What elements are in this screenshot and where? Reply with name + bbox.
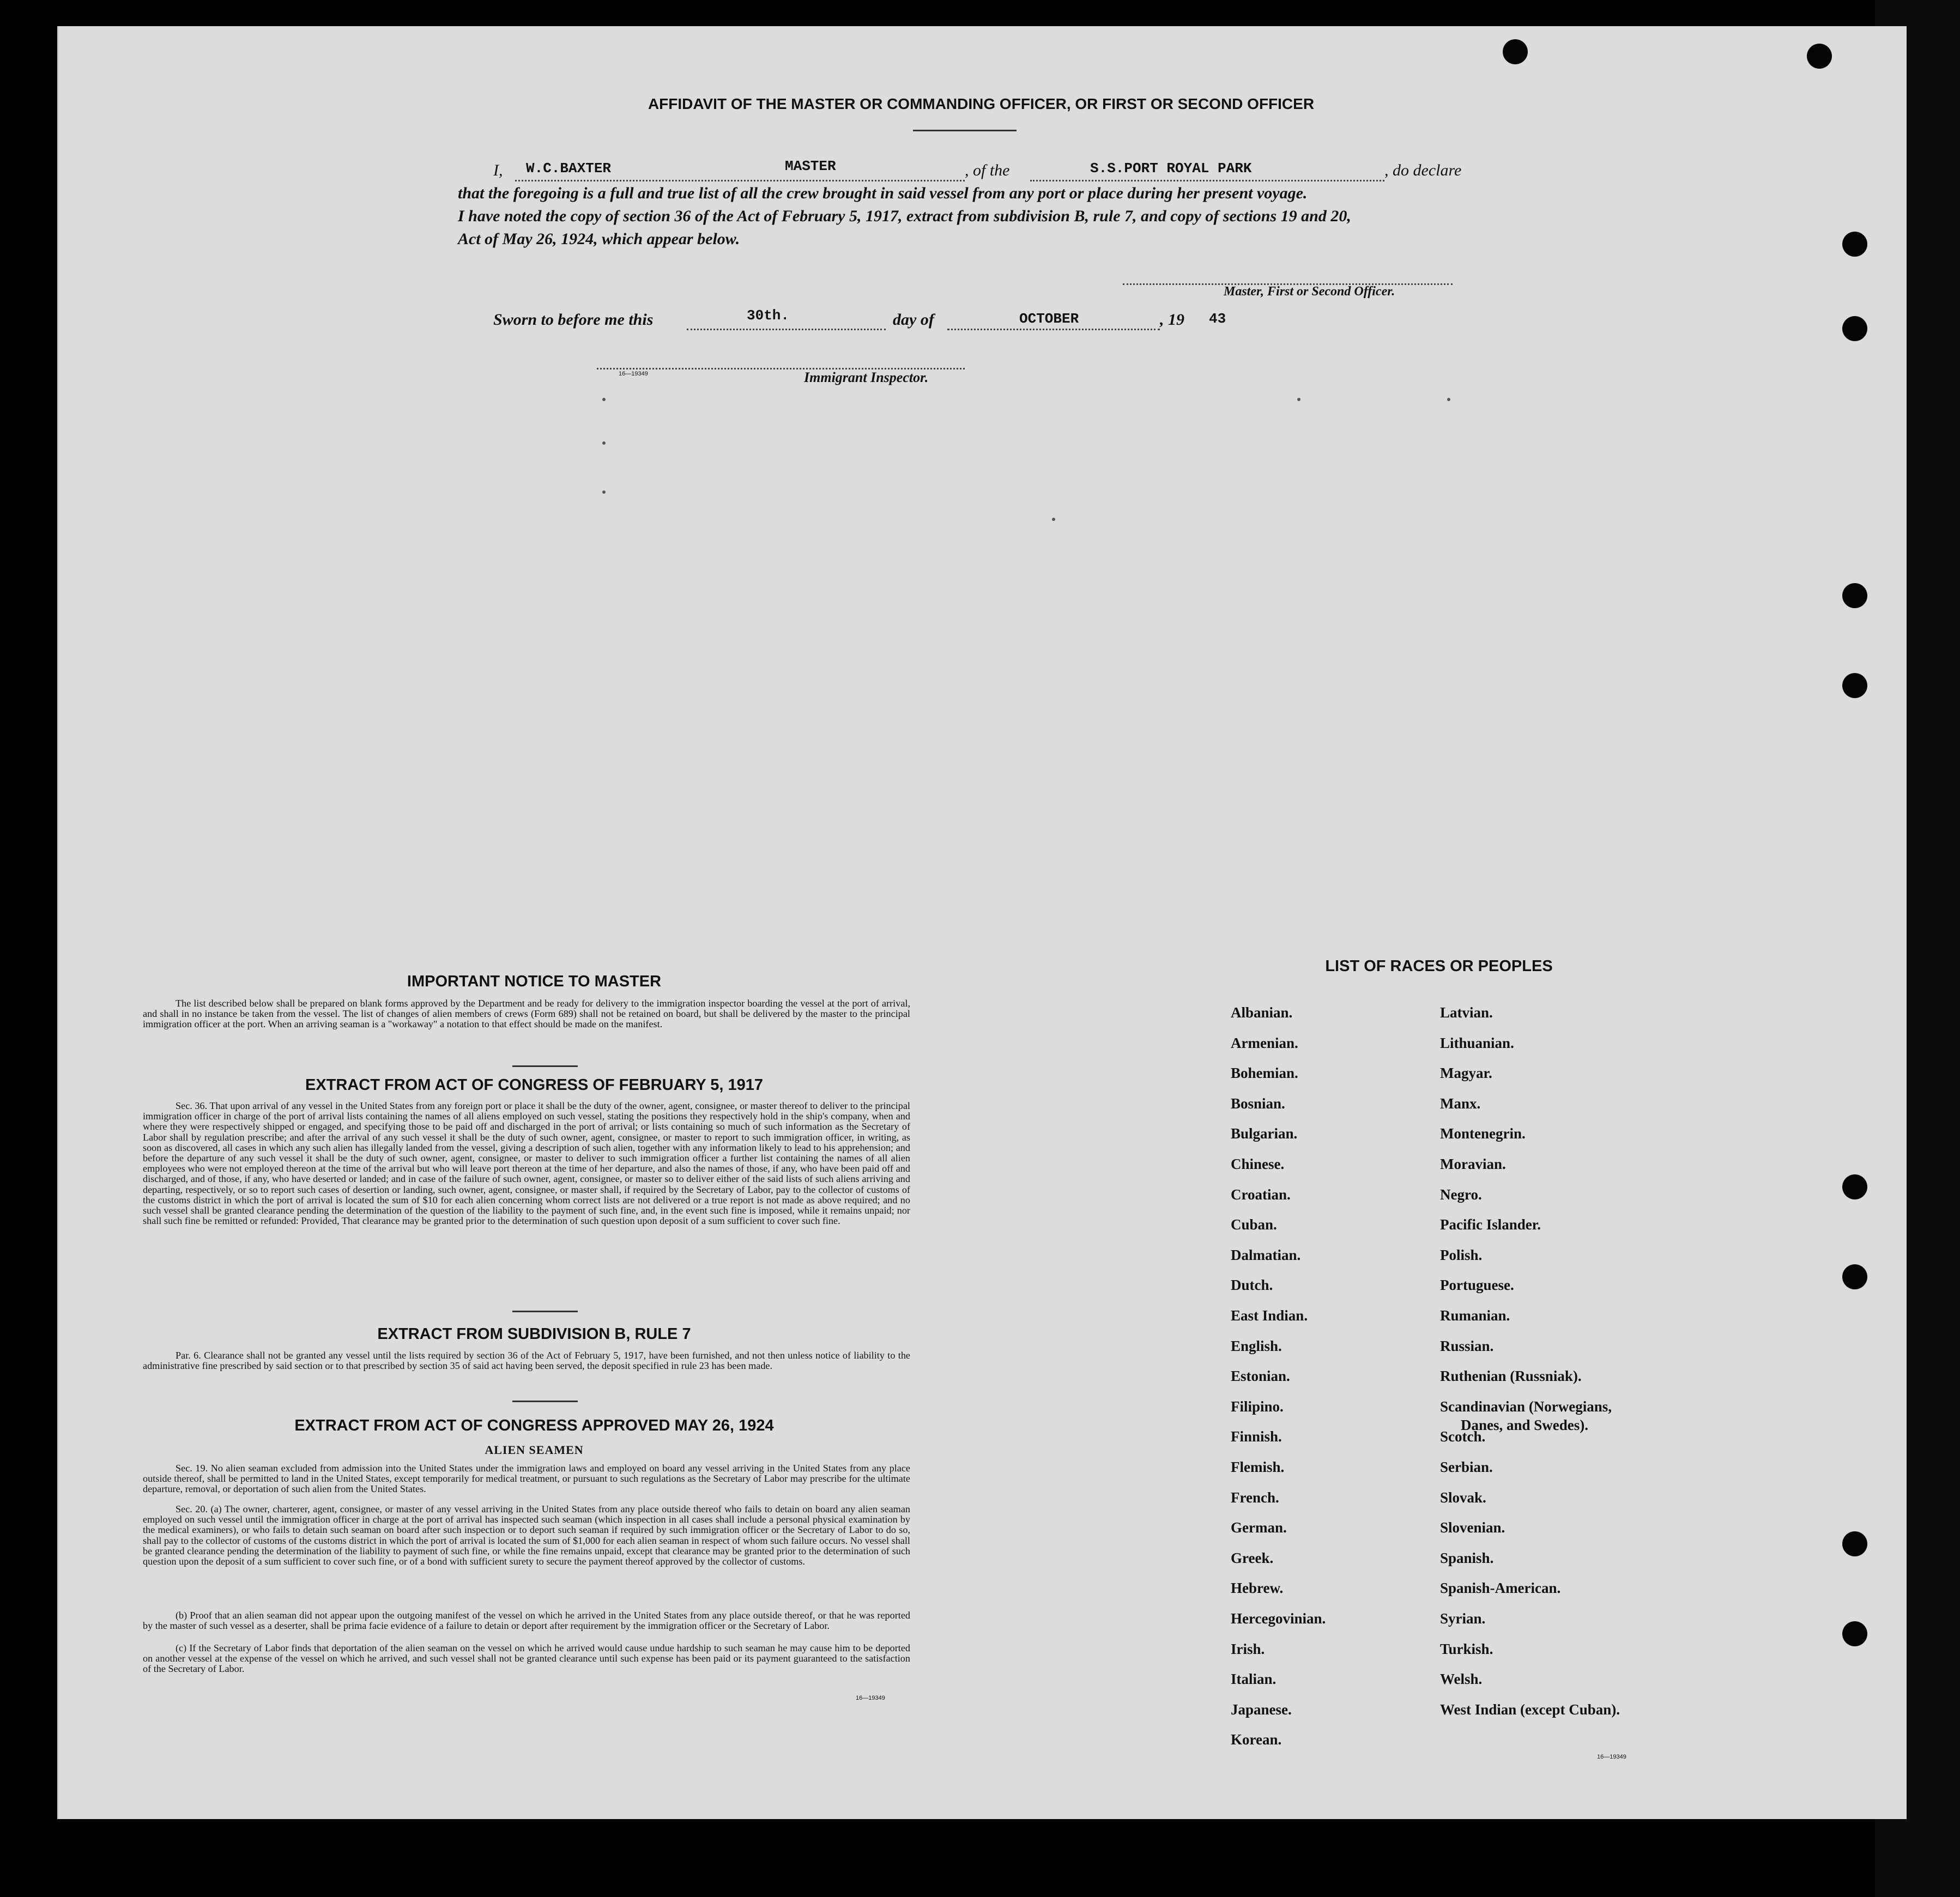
extract-form-number: 16—19349 bbox=[856, 1695, 885, 1701]
race-item: Slovenian. bbox=[1440, 1519, 1505, 1536]
punch-hole bbox=[1503, 39, 1528, 64]
race-item: Irish. bbox=[1231, 1640, 1265, 1657]
bleed-dot bbox=[602, 398, 606, 401]
race-item: English. bbox=[1231, 1337, 1282, 1354]
race-item: Slovak. bbox=[1440, 1489, 1486, 1506]
year-prefix: , 19 bbox=[1160, 311, 1184, 329]
declarant-label: I, bbox=[493, 161, 503, 179]
race-item: Latvian. bbox=[1440, 1004, 1493, 1021]
race-item: Cuban. bbox=[1231, 1216, 1277, 1233]
declare-label: , do declare bbox=[1384, 161, 1462, 179]
race-item: Lithuanian. bbox=[1440, 1034, 1514, 1051]
race-item: Chinese. bbox=[1231, 1156, 1285, 1172]
sec-20a-body: Sec. 20. (a) The owner, charterer, agent, consignee, or master of any vessel arriving in the United States from any place outside thereof who fails to detain on board any alien seaman employed on such vessel until the immigration officer in charge at the port of arrival has inspected such seaman (which inspection in all cases shall include a personal physical examination by the medical examiners), or who fails to detain such seaman on board after such inspection or to deport such seaman if required by such immigration officer or the Secretary of Labor to do so, shall pay to the collector of customs of the customs district in which the port of arrival is located the sum of $1,000 for each alien seaman in respect of whom such failure occurs. No vessel shall be granted clearance pending the determination of the liability to payment of such fine, or while the fine remains unpaid, except that clearance may be granted prior to the determination of such question upon the deposit of a sum sufficient to cover such fine, or of a bond with sufficient surety to secure the payment thereof approved by the collector of customs. bbox=[143, 1504, 910, 1567]
section-divider bbox=[512, 1401, 578, 1402]
race-item: Dutch. bbox=[1231, 1277, 1273, 1294]
inspector-caption: Immigrant Inspector. bbox=[804, 369, 929, 385]
race-item: Syrian. bbox=[1440, 1610, 1486, 1627]
sec-20c-body: (c) If the Secretary of Labor finds that deportation of the alien seaman on the vessel on which he arrived would cause undue hardship to such seaman he may cause him to be deported on another vessel at the expense of the vessel on which he arrived, and such vessel shall not be granted clearance until such expense has been paid or its payment guaranteed to the satisfaction of the Secretary of Labor. bbox=[143, 1643, 910, 1675]
race-item: Polish. bbox=[1440, 1246, 1483, 1263]
race-item: French. bbox=[1231, 1489, 1279, 1506]
race-item: Welsh. bbox=[1440, 1671, 1483, 1688]
races-form-number: 16—19349 bbox=[1597, 1754, 1626, 1760]
race-item: Magyar. bbox=[1440, 1065, 1492, 1082]
master-signature-line bbox=[1123, 272, 1453, 285]
race-item: Filipino. bbox=[1231, 1398, 1284, 1415]
race-item: Estonian. bbox=[1231, 1368, 1290, 1385]
race-item: Hebrew. bbox=[1231, 1580, 1284, 1597]
race-item: Flemish. bbox=[1231, 1459, 1285, 1475]
race-item: Albanian. bbox=[1231, 1004, 1293, 1021]
punch-hole bbox=[1842, 1174, 1867, 1199]
punch-hole bbox=[1842, 583, 1867, 608]
extract-1917-title: EXTRACT FROM ACT OF CONGRESS OF FEBRUARY 5, 1917 bbox=[305, 1076, 764, 1094]
punch-hole bbox=[1842, 1264, 1867, 1289]
title-divider bbox=[913, 130, 1017, 131]
day-of-label: day of bbox=[893, 311, 934, 329]
race-item: Bulgarian. bbox=[1231, 1125, 1298, 1142]
race-item: Serbian. bbox=[1440, 1459, 1493, 1475]
race-item: Spanish-American. bbox=[1440, 1580, 1561, 1597]
race-item: Croatian. bbox=[1231, 1186, 1291, 1203]
race-item: Scandinavian (Norwegians, bbox=[1440, 1398, 1612, 1415]
race-item: Hercegovinian. bbox=[1231, 1610, 1326, 1627]
races-title: LIST OF RACES OR PEOPLES bbox=[1325, 957, 1553, 975]
race-item: Danes, and Swedes). bbox=[1461, 1416, 1589, 1433]
race-item: Montenegrin. bbox=[1440, 1125, 1526, 1142]
race-item: Portuguese. bbox=[1440, 1277, 1514, 1294]
race-item: Japanese. bbox=[1231, 1701, 1292, 1718]
notice-body: The list described below shall be prepared on blank forms approved by the Department and be ready for delivery to the immigration inspector boarding the vessel at the port of arrival, and shall in no instance be taken from the vessel. The list of changes of alien members of crews (Form 689) shall not be retained on board, but shall be delivered by the master to the principal immigration officer at the port. When an arriving seaman is a "workaway" a notation to that effect should be made on the manifest. bbox=[143, 998, 910, 1030]
race-item: Finnish. bbox=[1231, 1428, 1282, 1445]
affidavit-line-3: I have noted the copy of section 36 of the Act of February 5, 1917, extract from subdivision B, rule 7, and copy of sections 19 and 20, bbox=[458, 207, 1351, 225]
race-item: Dalmatian. bbox=[1231, 1246, 1301, 1263]
race-item: East Indian. bbox=[1231, 1307, 1308, 1324]
race-item: Korean. bbox=[1231, 1731, 1282, 1748]
alien-seamen-subtitle: ALIEN SEAMEN bbox=[485, 1443, 584, 1457]
affidavit-title: AFFIDAVIT OF THE MASTER OR COMMANDING OFFICER, OR FIRST OR SECOND OFFICER bbox=[648, 95, 1315, 112]
race-item: Bohemian. bbox=[1231, 1065, 1298, 1082]
race-item: Armenian. bbox=[1231, 1034, 1298, 1051]
master-signature-caption: Master, First or Second Officer. bbox=[1224, 284, 1395, 299]
punch-hole bbox=[1842, 673, 1867, 698]
bleed-dot bbox=[602, 490, 606, 494]
of-the-label: , of the bbox=[965, 161, 1010, 179]
punch-hole bbox=[1842, 1621, 1867, 1646]
bleed-dot bbox=[1297, 398, 1300, 401]
extract-1917-body: Sec. 36. That upon arrival of any vessel in the United States from any foreign port or place it shall be the duty of the owner, agent, consignee, or master thereof to deliver to the principal immigration officer in charge of the port of arrival lists containing the names of all aliens employed on such vessel, stating the positions they respectively hold in the ship's company, when and where they were respectively shipped or engaged, and specifying those to be paid off and discharged in the port of arrival; or lists containing so much of such information as the Secretary of Labor shall by regulation prescribe; and after the arrival of any such vessel it shall be the duty of such owner, agent, consignee, or master to report to such immigration officer, in writing, as soon as discovered, all cases in which any such alien has illegally landed from the vessel, giving a description of such alien, together with any information likely to lead to his apprehension; and before the departure of any such vessel it shall be the duty of such owner, agent, consignee, or master to deliver to such immigration officer a further list containing the names of all alien employees who were not employed thereon at the time of the arrival but who will leave port thereon at the time of her departure, and also the names of those, if any, who have been paid off and discharged, and of those, if any, who have deserted or landed; and in case of the failure of such owner, agent, consignee, or master so to deliver either of the said lists of such aliens arriving and departing, respectively, or so to report such cases of desertion or landing, such owner, agent, consignee, or master shall, if required by the Secretary of Labor, pay to the collector of customs of the customs district in which the port of arrival is located the sum of $10 for each alien concerning whom correct lists are not delivered or a true report is not made as above required; and no such vessel shall be granted clearance pending the determination of the question of the liability to the payment of such fine, and, in the event such fine is imposed, while it remains unpaid; nor shall such fine be remitted or refunded: Provided, That clearance may be granted prior to the determination of such question upon deposit of a sum sufficient to cover such fine. bbox=[143, 1100, 910, 1227]
race-item: German. bbox=[1231, 1519, 1287, 1536]
race-item: Russian. bbox=[1440, 1337, 1494, 1354]
section-divider bbox=[512, 1311, 578, 1312]
race-item: Moravian. bbox=[1440, 1156, 1506, 1172]
rule7-title: EXTRACT FROM SUBDIVISION B, RULE 7 bbox=[377, 1325, 691, 1343]
punch-hole bbox=[1842, 316, 1867, 341]
vessel-name: S.S.PORT ROYAL PARK bbox=[1090, 160, 1252, 177]
race-item: Scotch. bbox=[1440, 1428, 1486, 1445]
race-item: Ruthenian (Russniak). bbox=[1440, 1368, 1582, 1385]
master-rank: MASTER bbox=[785, 158, 836, 174]
race-item: Bosnian. bbox=[1231, 1095, 1285, 1112]
bleed-dot bbox=[1447, 398, 1450, 401]
sworn-label: Sworn to before me this bbox=[493, 311, 654, 329]
notice-title: IMPORTANT NOTICE TO MASTER bbox=[407, 973, 662, 990]
section-divider bbox=[512, 1065, 578, 1067]
race-item: Turkish. bbox=[1440, 1640, 1493, 1657]
punch-hole bbox=[1842, 1531, 1867, 1556]
inspector-signature-line bbox=[597, 357, 965, 369]
race-item: Manx. bbox=[1440, 1095, 1481, 1112]
rule7-body: Par. 6. Clearance shall not be granted any vessel until the lists required by section 36 of the Act of February 5, 1917, have been furnished, and not then unless notice of liability to the administrative fine prescribed by said section or to that prescribed by section 35 of said act having been served, the deposit specified in rule 23 has been made. bbox=[143, 1350, 910, 1372]
sec-20b-body: (b) Proof that an alien seaman did not appear upon the outgoing manifest of the vessel on which he arrived in the United States from any place outside thereof, or that he was reported by the master of such vessel as a deserter, shall be prima facie evidence of a failure to detain or deport after requirement by the immigration officer or the Secretary of Labor. bbox=[143, 1610, 910, 1632]
sworn-month: OCTOBER bbox=[1019, 311, 1079, 327]
race-item: West Indian (except Cuban). bbox=[1440, 1701, 1620, 1718]
master-name: W.C.BAXTER bbox=[526, 160, 612, 177]
race-item: Pacific Islander. bbox=[1440, 1216, 1541, 1233]
race-item: Italian. bbox=[1231, 1671, 1277, 1688]
punch-hole bbox=[1807, 44, 1832, 69]
punch-hole bbox=[1842, 232, 1867, 257]
extract-1924-title: EXTRACT FROM ACT OF CONGRESS APPROVED MAY 26, 1924 bbox=[294, 1417, 774, 1434]
race-item: Rumanian. bbox=[1440, 1307, 1510, 1324]
affidavit-line-4: Act of May 26, 1924, which appear below. bbox=[458, 230, 740, 248]
affidavit-line-2: that the foregoing is a full and true list of all the crew brought in said vessel from any port or place during her present voyage. bbox=[458, 184, 1308, 202]
bleed-dot bbox=[602, 441, 606, 445]
sec-19-body: Sec. 19. No alien seaman excluded from admission into the United States under the immigration laws and employed on board any vessel arriving in the United States from any place outside thereof, shall be permitted to land in the United States, except temporarily for medical treatment, or pursuant to such regulations as the Secretary of Labor may prescribe for the ultimate departure, removal, or deportation of such alien from the United States. bbox=[143, 1463, 910, 1495]
bleed-dot bbox=[1052, 518, 1055, 521]
race-item: Negro. bbox=[1440, 1186, 1482, 1203]
race-item: Greek. bbox=[1231, 1549, 1274, 1566]
sworn-day: 30th. bbox=[747, 307, 790, 324]
sworn-year: 43 bbox=[1209, 311, 1226, 327]
form-number: 16—19349 bbox=[619, 371, 648, 377]
race-item: Spanish. bbox=[1440, 1549, 1494, 1566]
